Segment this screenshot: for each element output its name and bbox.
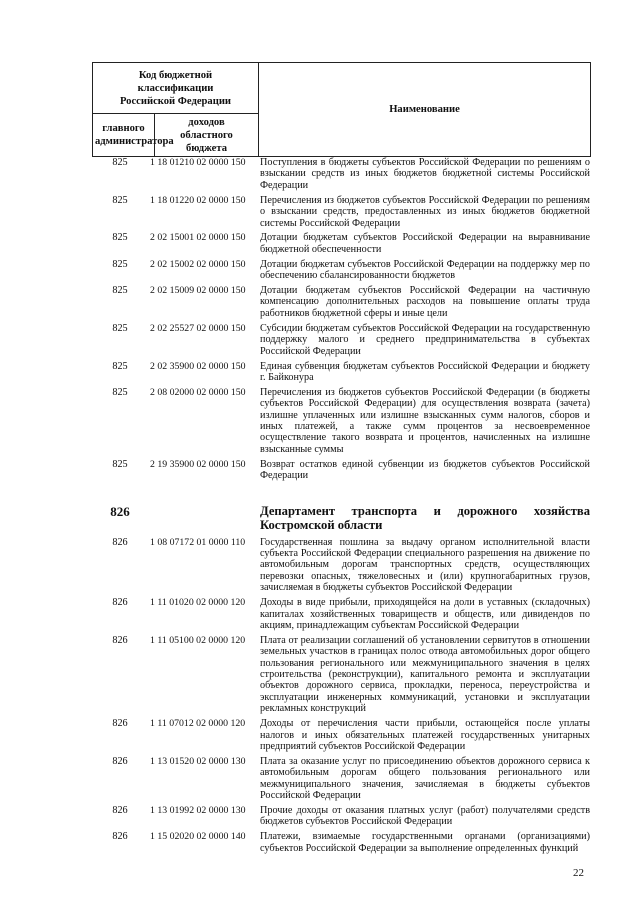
income-code: 2 02 15002 02 0000 150 (150, 258, 246, 270)
income-name: Плата от реализации соглашений об установлении сервитутов в отношении земельных участков в границах полос отвода автомобильных дорог общего пользования регионального или межмуниципального значения в целях строительства (реконструкции), капитального ремонта и эксплуатации объектов дорожного сервиса, прокладки, переноса, переустройства и эксплуатации инженерных коммуникаций, установки и эксплуатации рекламных конструкций (260, 634, 590, 715)
table-row (92, 805, 590, 828)
table-row (92, 537, 590, 594)
admin-code: 826 (112, 536, 128, 548)
admin-code: 825 (112, 458, 128, 470)
income-name: Дотации бюджетам субъектов Российской Федерации на выравнивание бюджетной обеспеченности (260, 232, 590, 255)
department-name: Департамент транспорта и дорожного хозяйства Костромской области (260, 503, 590, 533)
admin-code: 825 (112, 232, 128, 244)
table-row (92, 718, 590, 752)
income-name: Поступления в бюджеты субъектов Российской Федерации по решениям о взыскании средств из иных бюджетов бюджетной системы Российской Федерации (260, 157, 590, 191)
income-code: 1 08 07172 01 0000 110 (150, 536, 246, 548)
header-name: Наименование (259, 63, 591, 157)
income-code: 1 13 01992 02 0000 130 (150, 805, 246, 816)
income-code: 1 11 01020 02 0000 120 (150, 597, 246, 609)
income-name: Дотации бюджетам субъектов Российской Федерации на частичную компенсацию дополнительных расходов на повышение оплаты труда работников бюджетной сферы и иные цели (260, 285, 590, 319)
table-row (92, 459, 590, 482)
income-name: Перечисления из бюджетов субъектов Российской Федерации (в бюджеты субъектов Российской Федерации) для осуществления возврата (зачета) излишне уплаченных или излишне взысканных сумм налогов, сборов и иных платежей, а также сумм процентов за несвоевременное осуществление такого возврата и процентов, начисленных на излишне взысканные суммы (260, 386, 590, 455)
admin-code: 826 (112, 718, 128, 730)
page-number: 22 (573, 867, 584, 879)
header-admin: главного администратора (93, 114, 155, 157)
income-code: 2 19 35900 02 0000 150 (150, 458, 246, 470)
admin-code: 826 (112, 831, 128, 843)
income-name: Доходы в виде прибыли, приходящейся на доли в уставных (складочных) капиталах хозяйственных товариществ и обществ, или дивидендов по акциям, принадлежащим субъектам Российской Федерации (260, 597, 590, 631)
income-code: 2 02 15009 02 0000 150 (150, 285, 246, 297)
income-code: 1 18 01220 02 0000 150 (150, 194, 246, 206)
income-name: Платежи, взимаемые государственными органами (организациями) субъектов Российской Федерации за выполнение определенных функций (260, 831, 590, 854)
income-name: Субсидии бюджетам субъектов Российской Федерации на государственную поддержку малого и среднего предпринимательства в субъектах Российской Федерации (260, 322, 590, 357)
income-code: 2 02 15001 02 0000 150 (150, 232, 246, 244)
admin-code: 825 (112, 285, 128, 297)
document-page (92, 62, 590, 858)
income-code: 2 02 35900 02 0000 150 (150, 360, 246, 372)
table-row (92, 323, 590, 357)
admin-code: 825 (112, 386, 128, 398)
income-code: 1 15 02020 02 0000 140 (150, 831, 246, 843)
table-row (92, 259, 590, 282)
income-name: Государственная пошлина за выдачу органом исполнительной власти субъекта Российской Федерации специального разрешения на движение по автомобильным дорогам транспортных средств, осуществляющих перевозки опасных, тяжеловесных и (или) крупногабаритных грузов, зачисляемая в бюджеты субъектов Российской Федерации (260, 536, 590, 594)
admin-code: 826 (112, 597, 128, 609)
admin-code: 826 (112, 634, 128, 646)
table-row (92, 232, 590, 255)
income-code: 1 11 05100 02 0000 120 (150, 634, 246, 646)
table-row (92, 831, 590, 854)
header-code-title: Код бюджетной классификации Российской Федерации (93, 63, 259, 114)
table-row (92, 285, 590, 319)
admin-code: 825 (112, 157, 128, 168)
admin-code: 825 (112, 360, 128, 372)
header-income: доходов областного бюджета (155, 114, 259, 157)
department-admin: 826 (110, 503, 130, 519)
income-name: Перечисления из бюджетов субъектов Российской Федерации по решениям о взыскании средств, предоставленных из иных бюджетов бюджетной системы Российской Федерации (260, 194, 590, 229)
income-code: 2 02 25527 02 0000 150 (150, 322, 246, 334)
table-row (92, 195, 590, 229)
income-code: 2 08 02000 02 0000 150 (150, 386, 246, 398)
income-name: Доходы от перечисления части прибыли, остающейся после уплаты налогов и иных обязательных платежей государственных унитарных предприятий субъектов Российской Федерации (260, 718, 590, 752)
admin-code: 826 (112, 755, 128, 767)
department-row (92, 504, 590, 533)
table-header (92, 62, 591, 157)
table-row (92, 756, 590, 802)
table-row (92, 157, 590, 191)
table-row (92, 635, 590, 715)
income-code: 1 13 01520 02 0000 130 (150, 755, 246, 767)
income-code: 1 11 07012 02 0000 120 (150, 718, 246, 730)
table-row (92, 597, 590, 631)
income-name: Дотации бюджетам субъектов Российской Федерации на поддержку мер по обеспечению сбалансированности бюджетов (260, 258, 590, 282)
income-name: Возврат остатков единой субвенции из бюджетов субъектов Российской Федерации (260, 458, 590, 482)
income-name: Единая субвенция бюджетам субъектов Российской Федерации и бюджету г. Байконура (260, 360, 590, 383)
admin-code: 826 (112, 805, 128, 816)
income-name: Плата за оказание услуг по присоединению объектов дорожного сервиса к автомобильным дорогам общего пользования регионального или межмуниципального значения, зачисляемая в бюджеты субъектов Российской Федерации (260, 755, 590, 802)
income-code: 1 18 01210 02 0000 150 (150, 157, 246, 168)
admin-code: 825 (112, 258, 128, 270)
admin-code: 825 (112, 322, 128, 334)
rows-bottom (92, 537, 590, 855)
income-name: Прочие доходы от оказания платных услуг (работ) получателями средств бюджетов субъектов Российской Федерации (260, 805, 590, 828)
table-row (92, 361, 590, 384)
rows-top (92, 157, 590, 482)
table-row (92, 387, 590, 455)
admin-code: 825 (112, 194, 128, 206)
